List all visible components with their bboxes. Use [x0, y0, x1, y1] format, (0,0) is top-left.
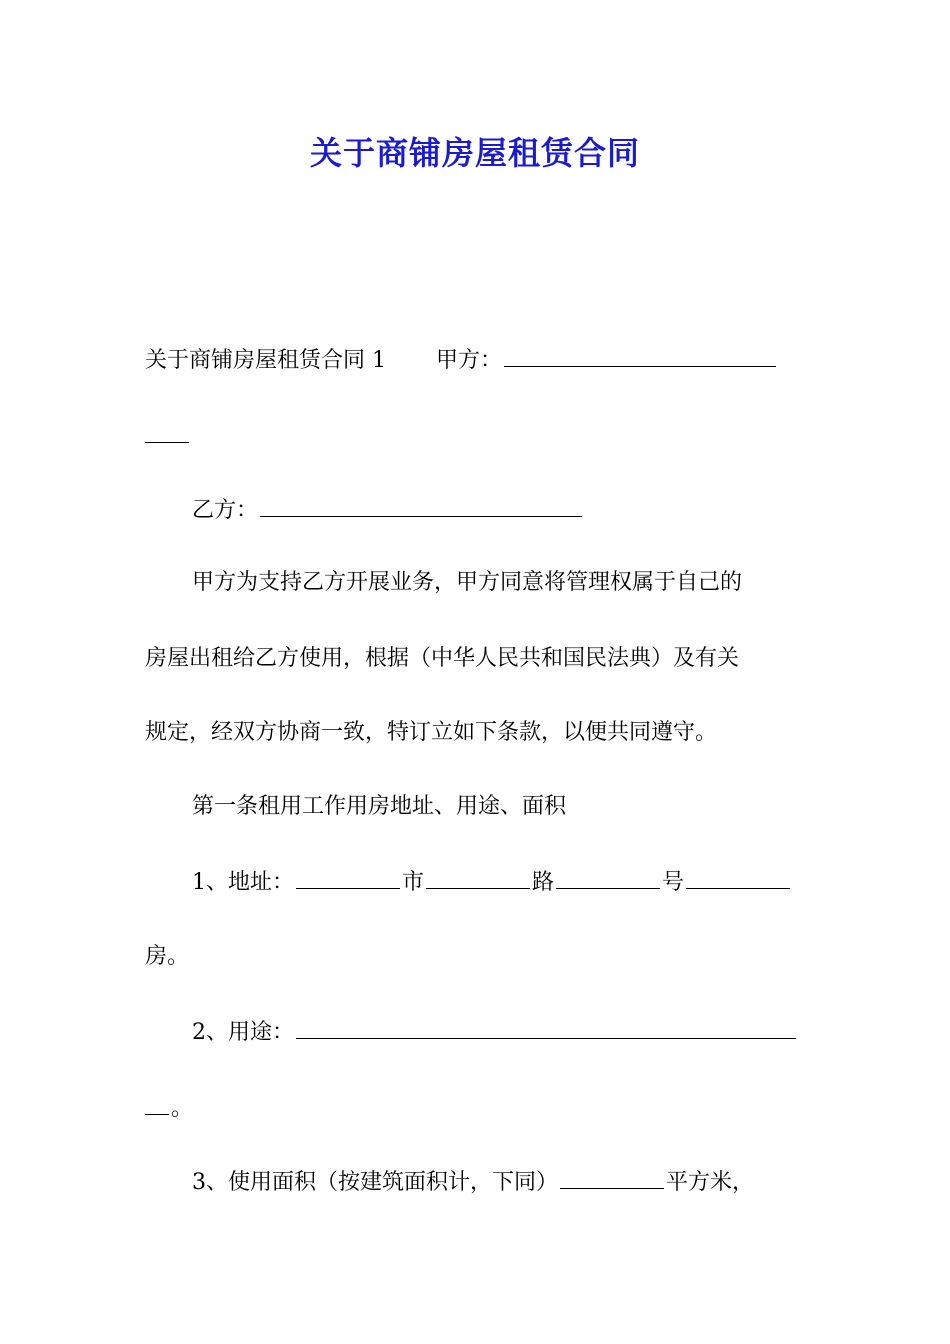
room-blank[interactable]	[686, 866, 790, 889]
use-line	[192, 1016, 798, 1048]
paragraph-1-line-1: 甲方为支持乙方开展业务，甲方同意将管理权属于自己的	[192, 570, 743, 595]
city-blank[interactable]	[296, 866, 400, 889]
party-b-label: 乙方：	[192, 498, 259, 523]
party-b-blank[interactable]	[260, 494, 582, 517]
area-unit: 平方米，	[666, 1170, 755, 1195]
party-a-label: 甲方：	[436, 348, 503, 373]
address-label: 1、地址：	[192, 870, 294, 895]
area-label: 3、使用面积（按建筑面积计，下同）	[192, 1170, 558, 1195]
document-title: 关于商铺房屋租赁合同	[309, 134, 640, 172]
use-blank[interactable]	[296, 1016, 796, 1039]
city-label: 市	[402, 870, 425, 895]
paragraph-1-line-2: 房屋出租给乙方使用，根据（中华人民共和国民法典）及有关	[145, 646, 740, 671]
contract-heading: 关于商铺房屋租赁合同 1	[145, 348, 386, 373]
address-room-line: 房。	[145, 944, 190, 969]
use-continued-line	[145, 1092, 193, 1124]
party-a-blank-continued[interactable]	[145, 420, 189, 443]
area-line	[192, 1166, 754, 1198]
heading-line	[145, 344, 778, 376]
article-1-heading: 第一条租用工作用房地址、用途、面积	[192, 794, 567, 819]
number-label: 号	[662, 870, 685, 895]
road-label: 路	[532, 870, 555, 895]
road-blank[interactable]	[426, 866, 530, 889]
use-blank-continued[interactable]	[145, 1092, 169, 1115]
party-b-line	[192, 494, 584, 526]
paragraph-1-line-3: 规定，经双方协商一致，特订立如下条款，以便共同遵守。	[145, 720, 718, 745]
area-blank[interactable]	[560, 1166, 664, 1189]
party-a-blank-continued-line	[145, 420, 191, 452]
address-line	[192, 866, 792, 898]
number-blank[interactable]	[556, 866, 660, 889]
use-label: 2、用途：	[192, 1020, 294, 1045]
party-a-blank[interactable]	[504, 344, 776, 367]
use-end: 。	[171, 1096, 194, 1121]
